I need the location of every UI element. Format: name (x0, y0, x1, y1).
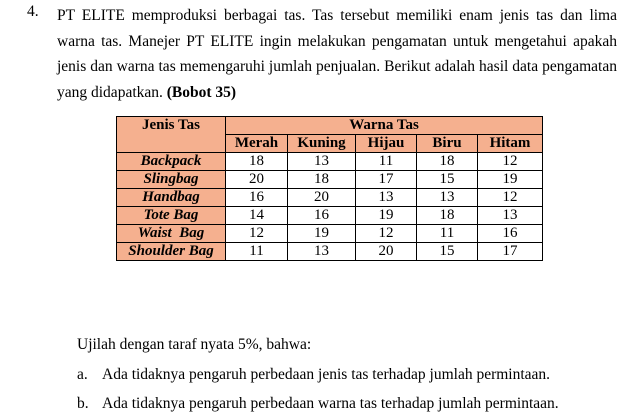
cell-value: 20 (288, 189, 356, 207)
cell-value: 16 (478, 225, 543, 243)
data-table (116, 116, 543, 261)
cell-value: 13 (417, 189, 478, 207)
cell-value: 14 (226, 207, 288, 225)
cell-value: 11 (356, 153, 417, 171)
row-name: Slingbag (117, 171, 226, 189)
cell-value: 15 (417, 243, 478, 261)
table-row (117, 153, 543, 171)
cell-value: 12 (478, 189, 543, 207)
cell-value: 12 (226, 225, 288, 243)
header-warna-tas: Warna Tas (226, 117, 543, 135)
table-row (117, 171, 543, 189)
row-name: Shoulder Bag (117, 243, 226, 261)
row-name: Handbag (117, 189, 226, 207)
table-row (117, 189, 543, 207)
option-text: Ada tidaknya pengaruh perbedaan jenis tas terhadap jumlah permintaan. (102, 366, 551, 383)
option-label: a. (77, 366, 88, 383)
col-header: Merah (226, 135, 288, 153)
row-name: Backpack (117, 153, 226, 171)
cell-value: 16 (288, 207, 356, 225)
cell-value: 18 (417, 207, 478, 225)
bobot-label: (Bobot 35) (166, 83, 237, 101)
cell-value: 18 (226, 153, 288, 171)
cell-value: 19 (356, 207, 417, 225)
cell-value: 13 (356, 189, 417, 207)
cell-value: 16 (226, 189, 288, 207)
col-header: Biru (417, 135, 478, 153)
table-row (117, 207, 543, 225)
row-name: Tote Bag (117, 207, 226, 225)
cell-value: 18 (417, 153, 478, 171)
cell-value: 20 (356, 243, 417, 261)
header-jenis-tas: Jenis Tas (117, 117, 226, 153)
cell-value: 13 (288, 243, 356, 261)
col-header: Hitam (478, 135, 543, 153)
row-name: Waist Bag (117, 225, 226, 243)
col-header: Kuning (288, 135, 356, 153)
cell-value: 19 (288, 225, 356, 243)
question-number: 4. (27, 3, 39, 20)
question-text: PT ELITE memproduksi berbagai tas. Tas tersebut memiliki enam jenis tas dan lima warna tas. Manejer PT ELITE ingin melakukan pengamatan untuk mengetahui apakah jenis dan warna tas memengaruhi jumlah penjualan. Berikut adalah hasil data pengamatan yang didapatkan. (57, 7, 617, 101)
cell-value: 11 (417, 225, 478, 243)
option-text: Ada tidaknya pengaruh perbedaan warna tas terhadap jumlah permintaan. (102, 395, 559, 412)
cell-value: 15 (417, 171, 478, 189)
cell-value: 12 (356, 225, 417, 243)
cell-value: 12 (478, 153, 543, 171)
cell-value: 20 (226, 171, 288, 189)
cell-value: 13 (478, 207, 543, 225)
option-label: b. (77, 395, 89, 412)
cell-value: 19 (478, 171, 543, 189)
table-row (117, 243, 543, 261)
col-header: Hijau (356, 135, 417, 153)
cell-value: 17 (356, 171, 417, 189)
cell-value: 18 (288, 171, 356, 189)
cell-value: 17 (478, 243, 543, 261)
cell-value: 11 (226, 243, 288, 261)
question-paragraph (57, 3, 617, 105)
instruction-text: Ujilah dengan taraf nyata 5%, bahwa: (77, 336, 312, 353)
cell-value: 13 (288, 153, 356, 171)
table-row (117, 225, 543, 243)
